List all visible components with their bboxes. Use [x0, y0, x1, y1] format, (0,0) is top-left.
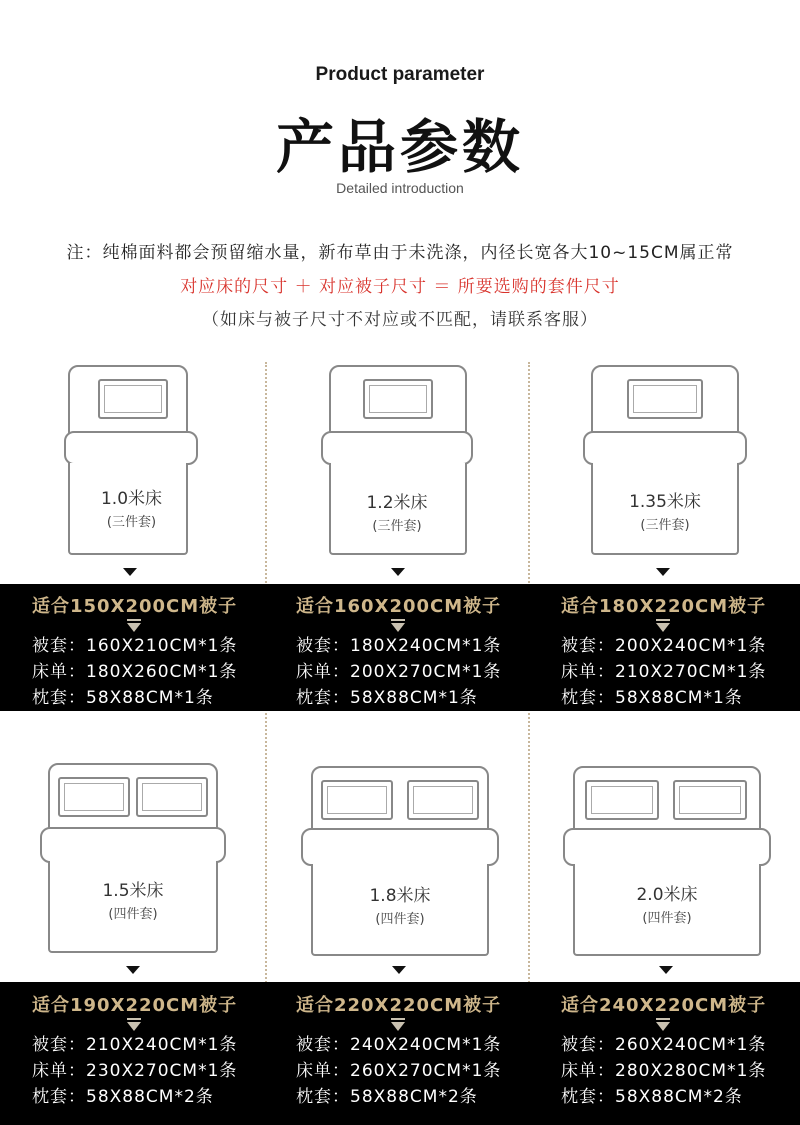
pillow-icon: [407, 780, 479, 820]
arrow-down-icon: [656, 619, 670, 633]
set-type-label: (三件套): [372, 519, 422, 534]
bed-sheet-spec: 床单：210X270CM*1条: [561, 662, 767, 682]
pillow-icon: [58, 777, 130, 817]
page-title: 产品参数: [275, 113, 524, 181]
pillow-icon: [136, 777, 208, 817]
duvet-cover-spec: 被套：260X240CM*1条: [561, 1035, 767, 1055]
spec-block: [32, 592, 294, 711]
quilt-band: [301, 828, 499, 866]
arrow-down-icon: [391, 619, 405, 633]
pillowcase-spec: 枕套：58X88CM*1条: [296, 688, 478, 708]
quilt-size-title: 适合190X220CM被子: [32, 995, 238, 1016]
bed-card: [583, 365, 747, 555]
down-triangle-icon: [656, 568, 670, 576]
bed-card: [301, 766, 499, 956]
arrow-down-icon: [656, 1018, 670, 1032]
bed-card: [563, 766, 771, 956]
bed-size-label: 1.2米床: [366, 493, 428, 513]
spec-block: [561, 991, 800, 1110]
down-triangle-icon: [392, 966, 406, 974]
quilt-body: [68, 463, 188, 555]
duvet-cover-spec: 被套：240X240CM*1条: [296, 1035, 502, 1055]
subtitle: Detailed introduction: [336, 180, 464, 196]
bed-size-label: 1.0米床: [100, 489, 163, 509]
quilt-band: [40, 827, 226, 863]
bed-size-label: 1.35米床: [629, 492, 701, 512]
bed-card: [40, 763, 226, 953]
set-type-label: (三件套): [106, 515, 157, 530]
shrinkage-note: 注：纯棉面料都会预留缩水量，新布草由于未洗涤，内径长宽各大10~15CM属正常: [66, 243, 734, 263]
bed-size-label: 2.0米床: [636, 885, 698, 905]
spec-block: [561, 592, 800, 711]
down-triangle-icon: [126, 966, 140, 974]
bed-sheet-spec: 床单：200X270CM*1条: [296, 662, 502, 682]
quilt-size-title: 适合180X220CM被子: [561, 596, 767, 617]
pillow-icon: [363, 379, 433, 419]
pillowcase-spec: 枕套：58X88CM*2条: [32, 1087, 214, 1107]
quilt-size-title: 适合150X200CM被子: [32, 596, 238, 617]
bed-sheet-spec: 床单：260X270CM*1条: [296, 1061, 502, 1081]
set-type-label: (四件套): [375, 912, 425, 927]
pillow-icon: [627, 379, 703, 419]
arrow-down-icon: [127, 1018, 141, 1032]
duvet-cover-spec: 被套：210X240CM*1条: [32, 1035, 238, 1055]
bed-sheet-spec: 床单：280X280CM*1条: [561, 1061, 767, 1081]
spec-block: [296, 592, 558, 711]
pillowcase-spec: 枕套：58X88CM*2条: [296, 1087, 478, 1107]
bed-card: [321, 365, 473, 555]
pillowcase-spec: 枕套：58X88CM*1条: [32, 688, 214, 708]
spec-block: [32, 991, 294, 1110]
quilt-size-title: 适合220X220CM被子: [296, 995, 502, 1016]
pillowcase-spec: 枕套：58X88CM*1条: [561, 688, 743, 708]
bed-sheet-spec: 床单：180X260CM*1条: [32, 662, 238, 682]
pillow-icon: [585, 780, 659, 820]
arrow-down-icon: [127, 619, 141, 633]
quilt-band: [563, 828, 771, 866]
pillowcase-spec: 枕套：58X88CM*2条: [561, 1087, 743, 1107]
set-type-label: (四件套): [642, 911, 692, 926]
bed-sheet-spec: 床单：230X270CM*1条: [32, 1061, 238, 1081]
down-triangle-icon: [659, 966, 673, 974]
arrow-down-icon: [391, 1018, 405, 1032]
duvet-cover-spec: 被套：160X210CM*1条: [32, 636, 238, 656]
bed-size-label: 1.8米床: [369, 886, 431, 906]
size-formula-note: 对应床的尺寸 ＋ 对应被子尺寸 ＝ 所要选购的套件尺寸: [180, 277, 620, 297]
quilt-size-title: 适合240X220CM被子: [561, 995, 767, 1016]
contact-note: （如床与被子尺寸不对应或不匹配，请联系客服）: [202, 310, 598, 330]
pillow-icon: [321, 780, 393, 820]
set-type-label: (四件套): [108, 907, 158, 922]
pillow-icon: [98, 379, 168, 419]
bed-size-label: 1.5米床: [102, 881, 164, 901]
pillow-icon: [673, 780, 747, 820]
quilt-band: [64, 431, 198, 465]
quilt-band: [583, 431, 747, 465]
quilt-size-title: 适合160X200CM被子: [296, 596, 502, 617]
down-triangle-icon: [123, 568, 137, 576]
quilt-band: [321, 431, 473, 465]
english-heading: Product parameter: [315, 64, 485, 85]
down-triangle-icon: [391, 568, 405, 576]
bed-card: [64, 365, 199, 555]
duvet-cover-spec: 被套：180X240CM*1条: [296, 636, 502, 656]
duvet-cover-spec: 被套：200X240CM*1条: [561, 636, 767, 656]
set-type-label: (三件套): [640, 518, 690, 533]
spec-block: [296, 991, 558, 1110]
